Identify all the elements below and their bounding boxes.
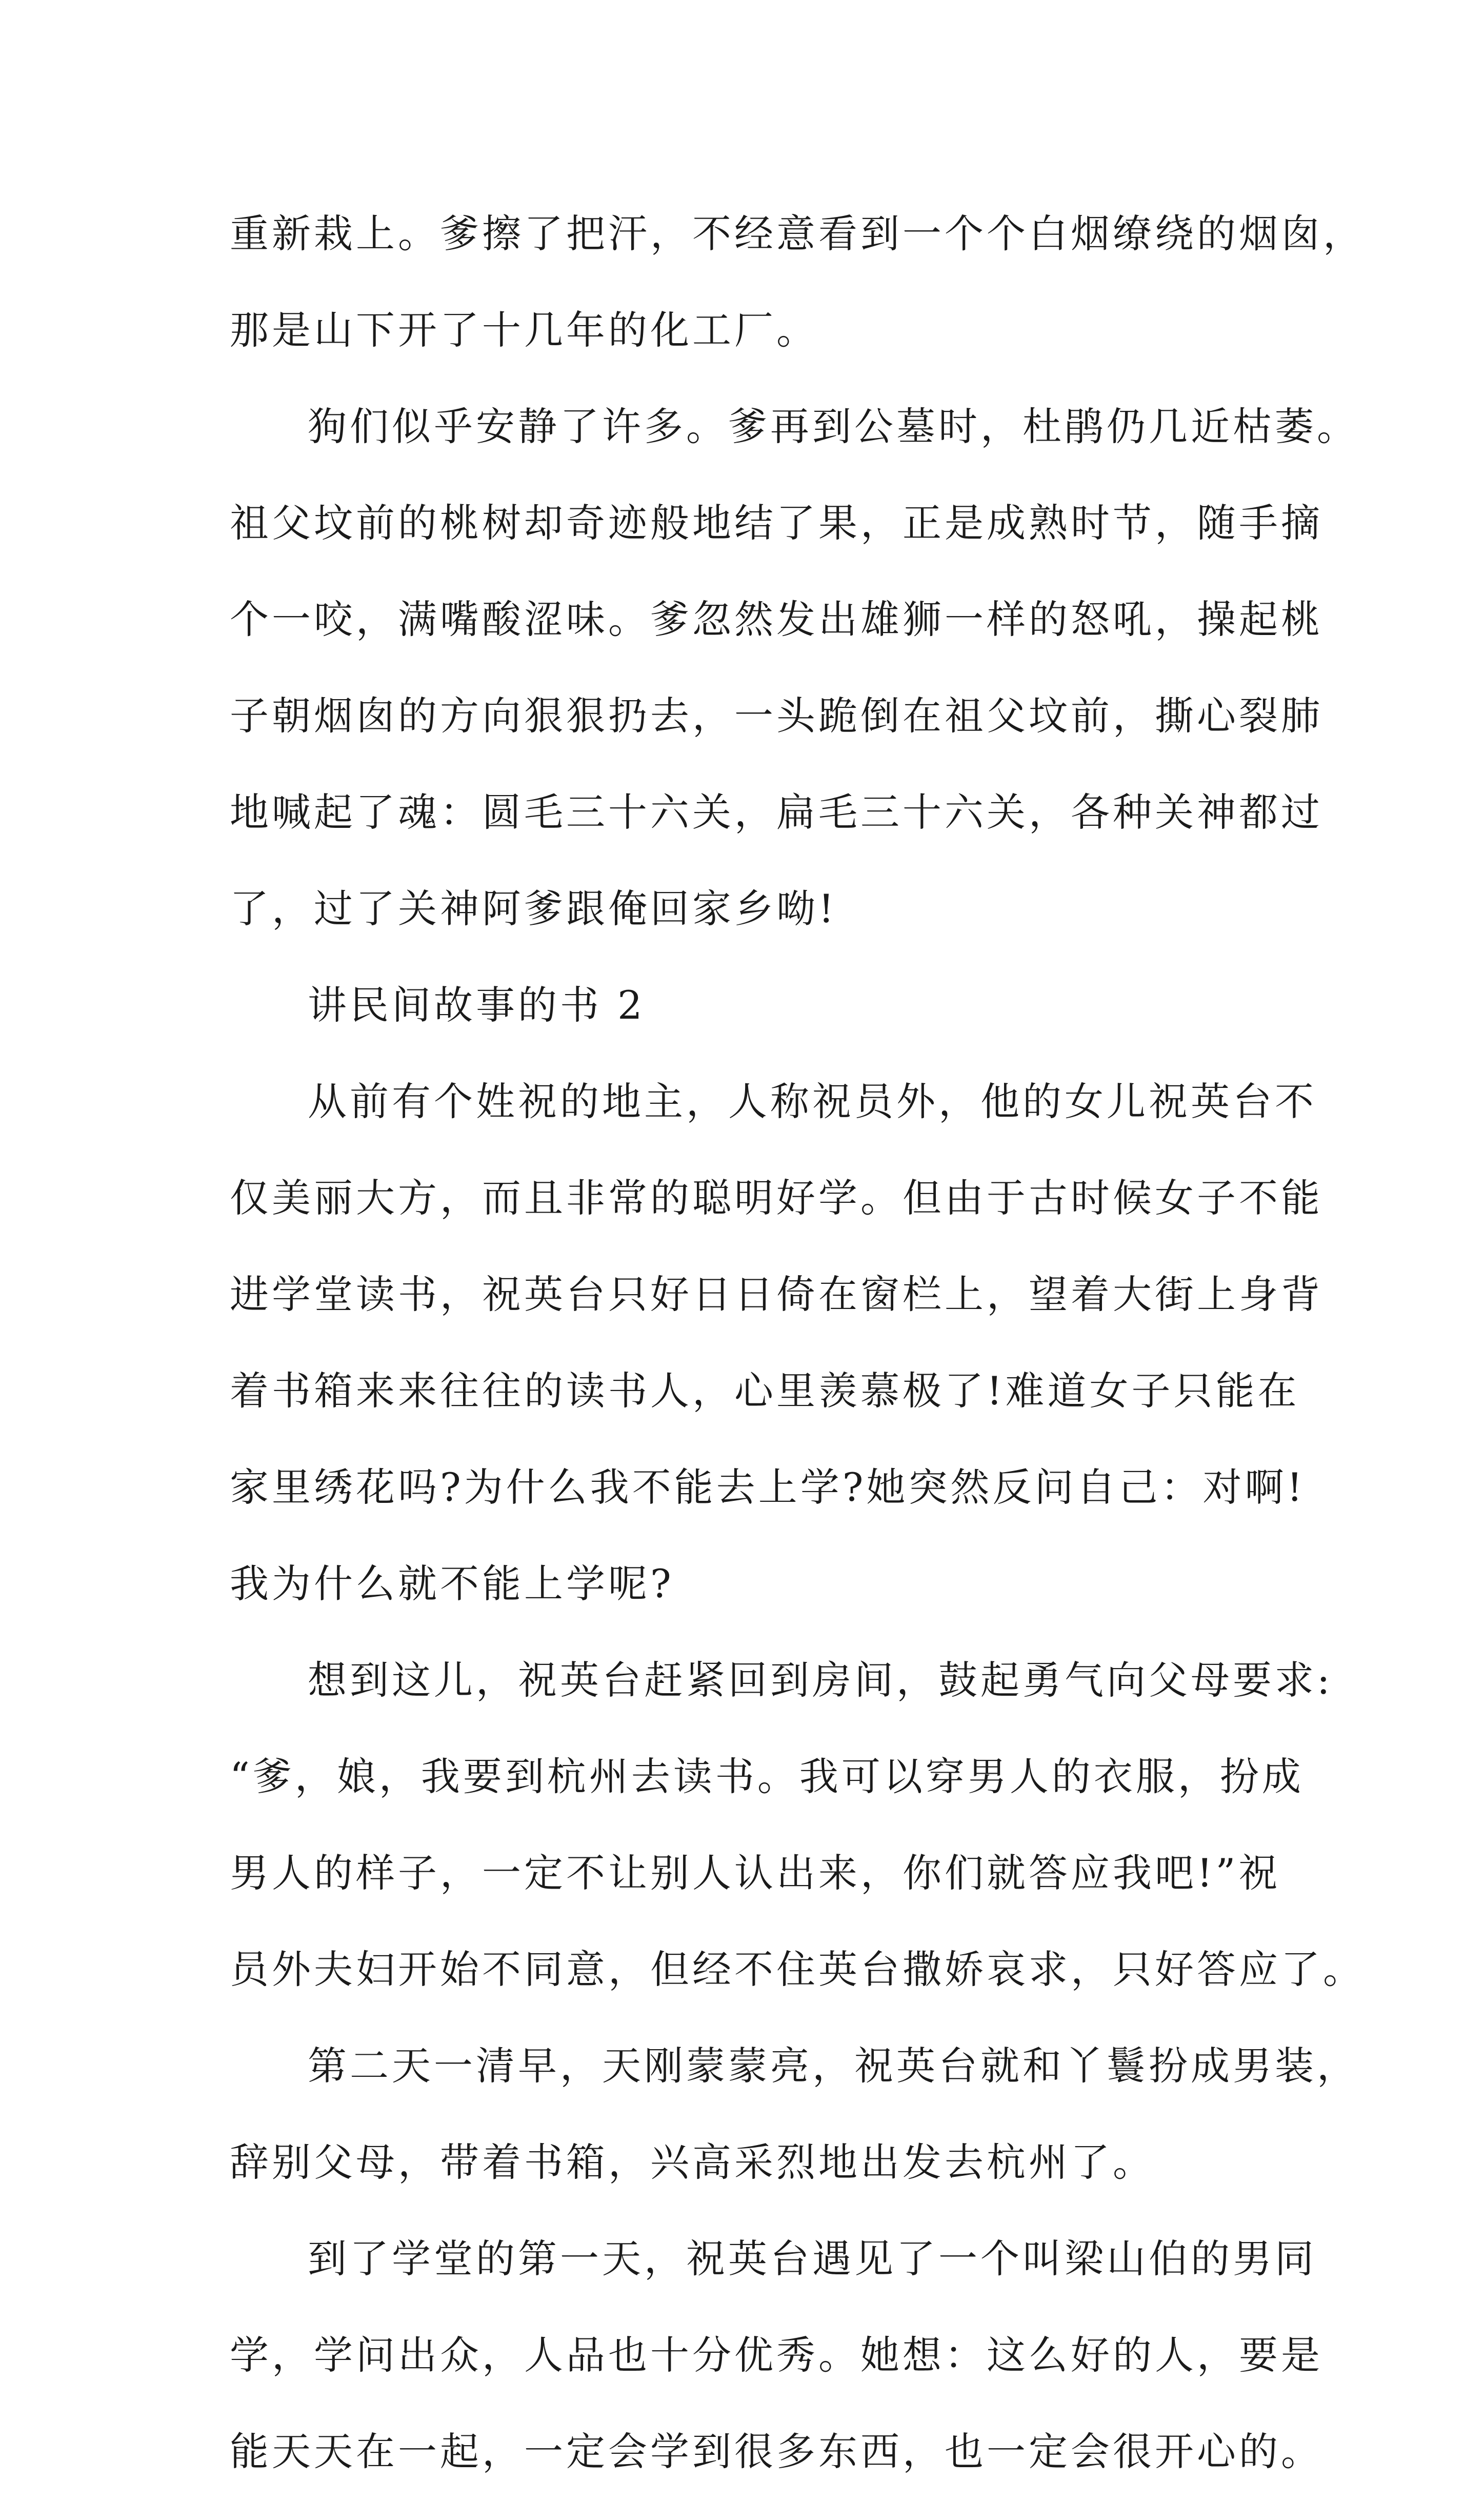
- text-line: 到了学堂的第一天，祝英台遇见了一个叫梁山伯的男同: [308, 2236, 1317, 2281]
- text-line: 家里绣花吗?为什么我不能去上学?她突然反问自己：对啊!: [230, 1464, 1306, 1510]
- text-line: 学，学问出众，人品也十分优秀。她想：这么好的人，要是: [230, 2332, 1323, 2378]
- text-line: 我为什么就不能上学呢?: [230, 1561, 674, 1606]
- text-line: 狗们似乎安静了许多。爹再到公墓时，杜鹃仍几近枯萎。: [308, 404, 1359, 449]
- text-line: 子朝烟囱的方向狠狠扔去，一头跪倒在祖父坟前，撕心裂肺: [230, 693, 1323, 739]
- text-line: 进学堂读书，祝英台只好日日倚在窗栏上，望着大街上身背: [230, 1272, 1323, 1317]
- text-line: 地喊起了魂：圆毛三十六关，扁毛三十六关，各种关神都过: [230, 789, 1323, 835]
- text-line: 个一咬，满嘴酸涩味。爹忽然发出雄狮一样的怒吼，操起桃: [230, 597, 1323, 642]
- text-line: 男人的样子，一定不让别人认出来，你们就答应我吧!”祝: [230, 1850, 1281, 1896]
- text-line: 那是山下开了十几年的化工厂。: [230, 307, 818, 353]
- text-line: “爹，娘，我要到杭州去读书。我可以穿男人的衣服，扮成: [230, 1754, 1304, 1799]
- text-line: 了，过了关神阿爹跟俺回家乡呦!: [230, 886, 837, 931]
- text-line: 从前有个姓祝的地主，人称祝员外，他的女儿祝英台不: [308, 1079, 1317, 1124]
- section-heading: 讲民间故事的书 2: [308, 982, 646, 1028]
- text-line: 想到这儿，祝英台赶紧回到房间，鼓起勇气向父母要求:: [308, 1657, 1333, 1703]
- text-line: 员外夫妇开始不同意，但经不住英台撒娇哀求，只好答应了。: [230, 1947, 1365, 1992]
- text-line: 第二天一清早，天刚蒙蒙亮，祝英台就和丫鬟扮成男装，: [308, 2043, 1359, 2089]
- text-line: 重新栽上。爹擦了把汗，不经意看到一个个白烟缭绕的烟囱，: [230, 211, 1365, 256]
- text-line: 祖父坟前的桃树却奇迹般地结了果，正是成熟时节，随手摘: [230, 500, 1323, 546]
- text-line: 辞别父母，带着书箱，兴高采烈地出发去杭州了。: [230, 2139, 1155, 2185]
- document-body: [230, 186, 1365, 2500]
- text-line: 着书箱来来往往的读书人，心里羡慕极了!难道女子只能在: [230, 1368, 1300, 1414]
- text-line: 能天天在一起，一定会学到很多东西，也一定会很开心的。: [230, 2429, 1323, 2474]
- text-line: 仅美丽大方，而且非常的聪明好学。但由于古时候女子不能: [230, 1175, 1323, 1221]
